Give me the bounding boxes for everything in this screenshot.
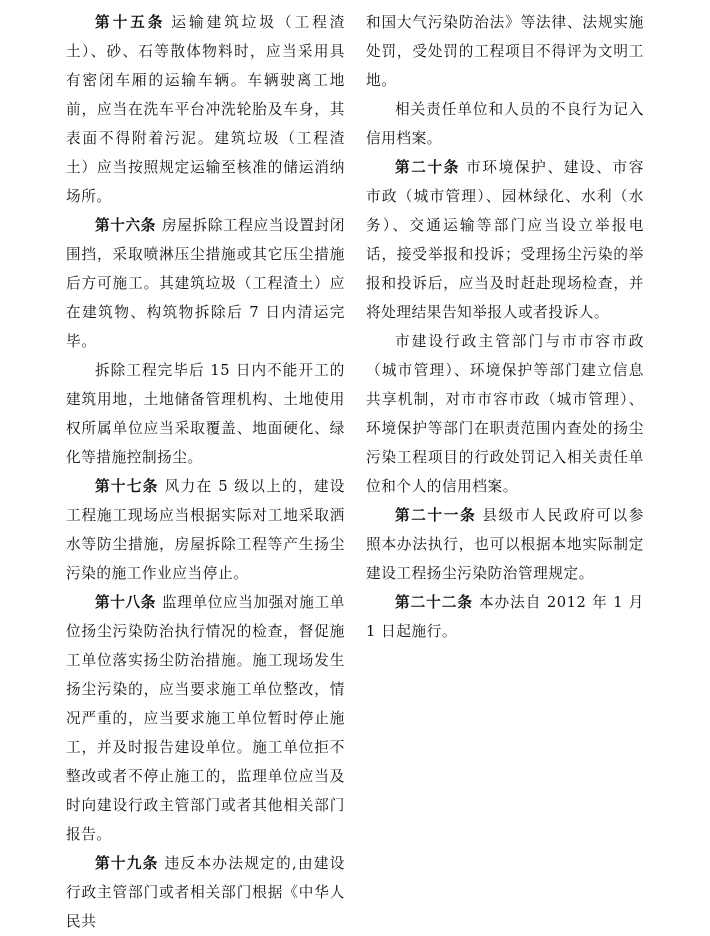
paragraph-article-19-cont [366, 8, 644, 95]
paragraph-article-22 [366, 588, 644, 646]
article-heading: 第十九条 [95, 855, 159, 872]
article-text: 风力在 5 级以上的，建设工程施工现场应当根据实际对工地采取洒水等防尘措施，房屋拆除工程等产生扬尘污染的施工作业应当停止。 [66, 478, 345, 582]
article-text: 房屋拆除工程应当设置封闭围挡，采取喷淋压尘措施或其它压尘措施后方可施工。其建筑垃圾（工程渣土）应在建筑物、构筑物拆除后 7 日内清运完毕。 [66, 217, 345, 350]
left-column [66, 8, 345, 936]
article-heading: 第二十一条 [395, 507, 477, 524]
article-heading: 第十八条 [95, 594, 157, 611]
paragraph-article-15 [66, 8, 345, 211]
right-column [366, 8, 644, 646]
article-text: 相关责任单位和人员的不良行为记入信用档案。 [366, 101, 644, 147]
article-text: 市建设行政主管部门与市市容市政（城市管理）、环境保护等部门建立信息共享机制，对市市容市政（城市管理）、环境保护等部门在职责范围内查处的扬尘污染工程项目的行政处罚记入相关责任单位和个人的信用档案。 [366, 333, 644, 495]
paragraph-article-20 [366, 153, 644, 327]
article-heading: 第二十二条 [395, 594, 473, 611]
article-text: 和国大气污染防治法》等法律、法规实施处罚，受处罚的工程项目不得评为文明工地。 [366, 14, 644, 89]
paragraph-article-18 [66, 588, 345, 849]
article-text: 市环境保护、建设、市容市政（城市管理）、园林绿化、水利（水务）、交通运输等部门应当设立举报电话，接受举报和投诉；受理扬尘污染的举报和投诉后，应当及时赶赴现场检查，并将处理结果告知举报人或者投诉人。 [366, 159, 644, 321]
paragraph-info-sharing [366, 327, 644, 501]
article-text: 本办法自 2012 年 1 月 1 日起施行。 [366, 594, 644, 640]
article-text: 县级市人民政府可以参照本办法执行，也可以根据本地实际制定建设工程扬尘污染防治管理规定。 [366, 507, 644, 582]
article-text: 运输建筑垃圾（工程渣土）、砂、石等散体物料时，应当采用具有密闭车厢的运输车辆。车辆驶离工地前，应当在洗车平台冲洗轮胎及车身，其表面不得附着污泥。建筑垃圾（工程渣土）应当按照规定运输至核准的储运消纳场所。 [66, 14, 345, 205]
paragraph-credit-record [366, 95, 644, 153]
article-heading: 第二十条 [395, 159, 461, 176]
paragraph-article-16 [66, 211, 345, 356]
article-text: 拆除工程完毕后 15 日内不能开工的建筑用地，土地储备管理机构、土地使用权所属单位应当采取覆盖、地面硬化、绿化等措施控制扬尘。 [66, 362, 345, 466]
article-heading: 第十六条 [95, 217, 157, 234]
paragraph-article-16-cont [66, 356, 345, 472]
article-text: 监理单位应当加强对施工单位扬尘污染防治执行情况的检查，督促施工单位落实扬尘防治措施。施工现场发生扬尘污染的，应当要求施工单位整改，情况严重的，应当要求施工单位暂时停止施工，并及时报告建设单位。施工单位拒不整改或者不停止施工的，监理单位应当及时向建设行政主管部门或者其他相关部门报告。 [66, 594, 345, 843]
paragraph-article-19 [66, 849, 345, 936]
article-text: 违反本办法规定的,由建设行政主管部门或者相关部门根据《中华人民共 [66, 855, 345, 930]
paragraph-article-21 [366, 501, 644, 588]
article-heading: 第十七条 [95, 478, 159, 495]
article-heading: 第十五条 [95, 14, 166, 31]
paragraph-article-17 [66, 472, 345, 588]
